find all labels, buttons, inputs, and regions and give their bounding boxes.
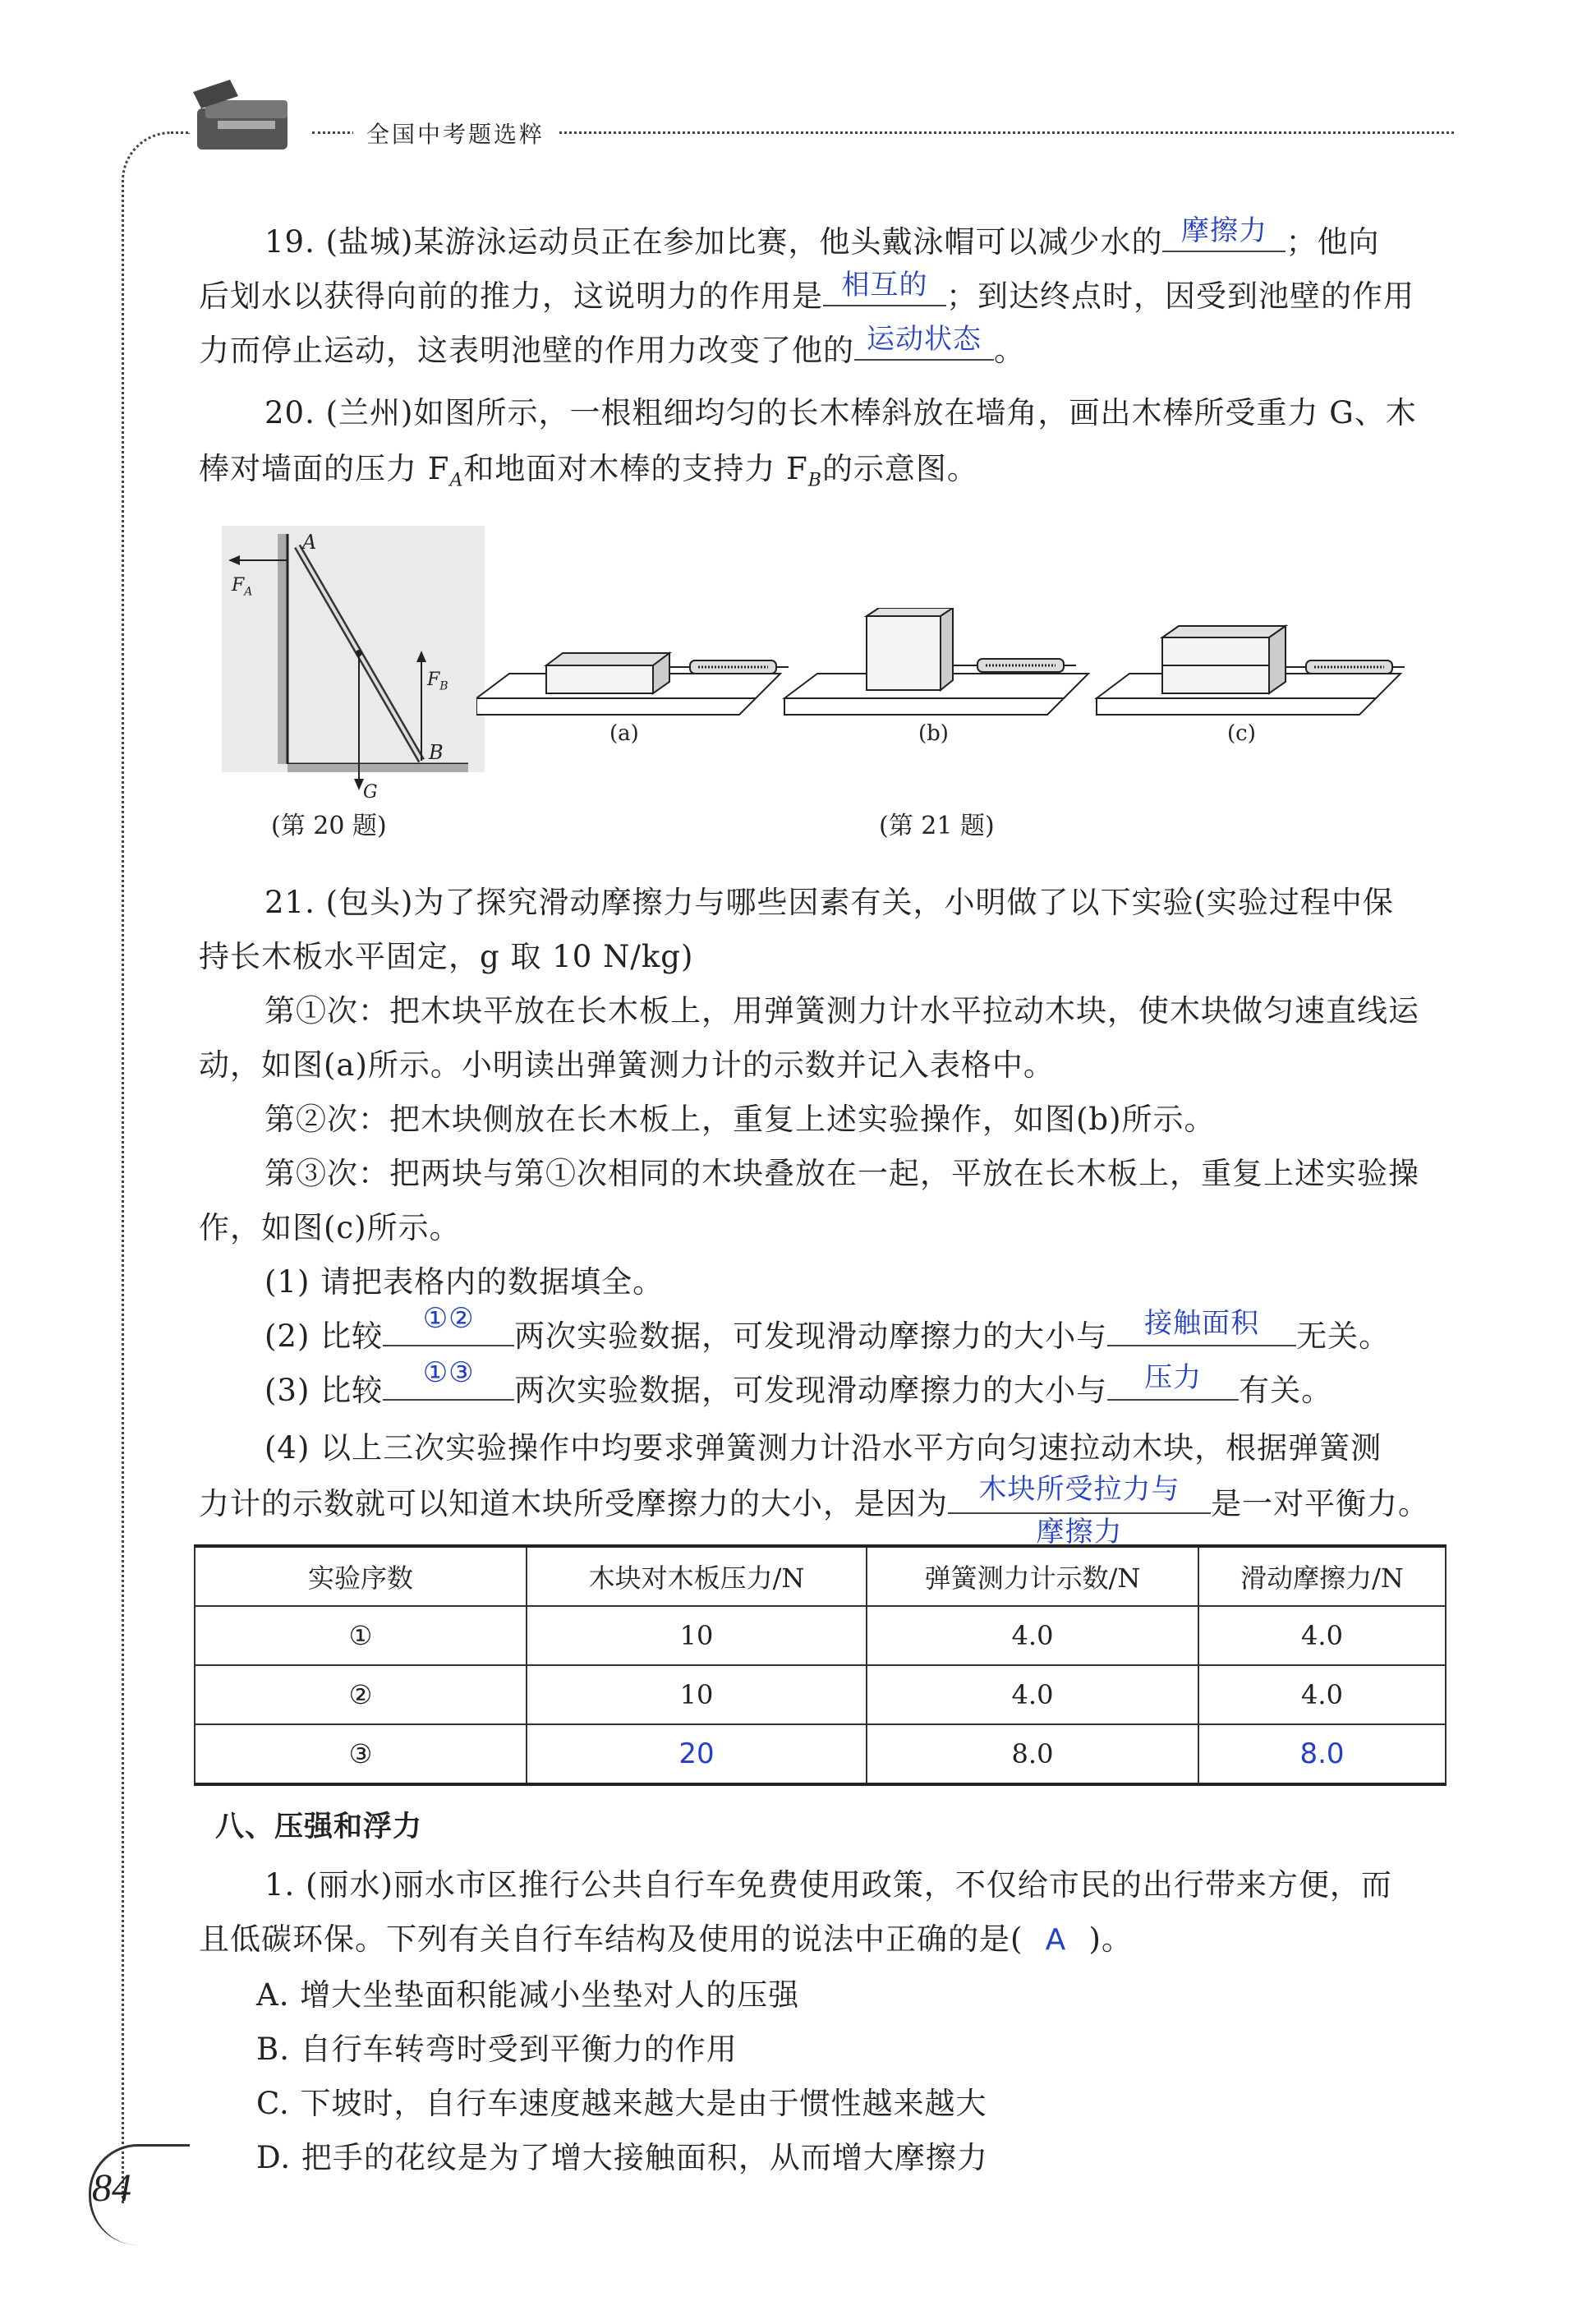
q21-step2: 第②次：把木块侧放在长木板上，重复上述实验操作，如图(b)所示。 bbox=[264, 1102, 1216, 1137]
q21-part2-answer2-blank bbox=[1107, 1307, 1296, 1346]
q19-answer2-blank bbox=[823, 269, 946, 306]
q20-line1: 20. (兰州)如图所示，一根粗细均匀的长木棒斜放在墙角，画出木棒所受重力 G、木 bbox=[264, 395, 1417, 430]
q21-part2-answer1: ①② bbox=[422, 1302, 475, 1335]
header-section-label: 全国中考题选粹 bbox=[353, 117, 558, 150]
q21-part4-answer-blank bbox=[948, 1473, 1211, 1549]
table-header-row bbox=[195, 1546, 1446, 1606]
option-d: D. 把手的花纹是为了增大接触面积，从而增大摩擦力 bbox=[256, 2140, 988, 2175]
option-b: B. 自行车转弯时受到平衡力的作用 bbox=[256, 2032, 738, 2067]
table-row bbox=[195, 1665, 1446, 1724]
table-cell: 10 bbox=[527, 1665, 867, 1724]
q19-line1: 19. (盐城)某游泳运动员正在参加比赛，他头戴泳帽可以减少水的 摩擦力 ；他向 bbox=[264, 217, 1379, 261]
figure-21c bbox=[1097, 626, 1405, 715]
section8-title: 八、压强和浮力 bbox=[215, 1811, 423, 1843]
q21-part4b: 力计的示数就可以知道木块所受摩擦力的大小，是因为 木块所受拉力与 摩擦力 是一对平衡力。 bbox=[199, 1479, 1429, 1523]
figure-21a bbox=[476, 653, 789, 715]
table-header: 滑动摩擦力/N bbox=[1198, 1546, 1446, 1606]
q19-answer3: 运动状态 bbox=[867, 323, 982, 356]
section8-q1-line2: 且低碳环保。下列有关自行车结构及使用的说法中正确的是( A )。 bbox=[199, 1921, 1133, 1957]
table-header: 实验序数 bbox=[195, 1546, 527, 1606]
table-cell: 4.0 bbox=[1198, 1606, 1446, 1665]
option-c: C. 下坡时，自行车速度越来越大是由于惯性越来越大 bbox=[256, 2086, 987, 2121]
q21-step1a: 第①次：把木块平放在长木板上，用弹簧测力计水平拉动木块，使木块做匀速直线运 bbox=[264, 993, 1419, 1029]
experiment-table bbox=[194, 1544, 1447, 1786]
q19-line3: 力而停止运动，这表明池壁的作用力改变了他的 运动状态 。 bbox=[199, 325, 1025, 370]
q21-part2: (2) 比较 ①② 两次实验数据，可发现滑动摩擦力的大小与 接触面积 无关。 bbox=[264, 1302, 1391, 1354]
table-cell: 10 bbox=[527, 1606, 867, 1665]
q21-part2-answer1-blank bbox=[383, 1302, 514, 1346]
q21-part1: (1) 请把表格内的数据填全。 bbox=[264, 1264, 665, 1300]
figure-20-label-b: B bbox=[429, 741, 444, 764]
figure-20-label-fa: $F_A$ bbox=[232, 575, 253, 599]
q19-answer3-blank bbox=[854, 323, 994, 361]
figure-21c-caption: (c) bbox=[1227, 721, 1256, 746]
q21-part2-answer2: 接触面积 bbox=[1144, 1307, 1260, 1340]
table-row bbox=[195, 1606, 1446, 1665]
figure-20 bbox=[222, 526, 485, 805]
header-logo bbox=[181, 76, 304, 158]
left-margin-dotted-line bbox=[122, 131, 190, 2204]
q21-step1b: 动，如图(a)所示。小明读出弹簧测力计的示数并记入表格中。 bbox=[199, 1047, 1055, 1083]
table-cell: ① bbox=[195, 1606, 527, 1665]
table-cell: 4.0 bbox=[867, 1665, 1198, 1724]
figure-21a-caption: (a) bbox=[609, 721, 639, 746]
figure-21 bbox=[476, 608, 1446, 772]
figure-21b-caption: (b) bbox=[918, 721, 949, 746]
section8-q1-answer: A bbox=[1045, 1923, 1067, 1957]
q21-step3b: 作，如图(c)所示。 bbox=[199, 1210, 461, 1245]
q21-step3a: 第③次：把两块与第①次相同的木块叠放在一起，平放在长木板上，重复上述实验操 bbox=[264, 1156, 1419, 1191]
q21-part3: (3) 比较 ①③ 两次实验数据，可发现滑动摩擦力的大小与 压力 有关。 bbox=[264, 1356, 1333, 1408]
table-cell-handwritten: 8.0 bbox=[1198, 1724, 1446, 1784]
q21-part4a: (4) 以上三次实验操作中均要求弹簧测力计沿水平方向匀速拉动木块，根据弹簧测 bbox=[264, 1430, 1382, 1466]
q21-intro1: 21. (包头)为了探究滑动摩擦力与哪些因素有关，小明做了以下实验(实验过程中保 bbox=[264, 885, 1394, 920]
q19-answer1-blank bbox=[1162, 214, 1286, 252]
figure-20-caption: (第 20 题) bbox=[271, 812, 387, 840]
q21-part4-answer-line2: 摩擦力 bbox=[1036, 1516, 1123, 1549]
q21-part3-answer2: 压力 bbox=[1144, 1361, 1203, 1394]
q19-line2: 后划水以获得向前的推力，这说明力的作用是 相互的 ；到达终点时，因受到池壁的作用 bbox=[199, 271, 1414, 315]
table-cell: ② bbox=[195, 1665, 527, 1724]
table-header: 弹簧测力计示数/N bbox=[867, 1546, 1198, 1606]
table-header: 木块对木板压力/N bbox=[527, 1546, 867, 1606]
q21-part4-answer: 木块所受拉力与 bbox=[978, 1473, 1180, 1506]
q19-answer2: 相互的 bbox=[841, 269, 928, 301]
figure-20-label-a: A bbox=[302, 531, 317, 554]
table-row bbox=[195, 1724, 1446, 1784]
figure-21-caption: (第 21 题) bbox=[879, 812, 995, 840]
table-cell: 4.0 bbox=[1198, 1665, 1446, 1724]
figure-20-label-fb: $F_B$ bbox=[427, 670, 448, 693]
q21-part3-answer2-blank bbox=[1107, 1361, 1239, 1401]
q20-line2: 棒对墙面的压力 $F_A$和地面对木棒的支持力 $F_B$的示意图。 bbox=[199, 451, 978, 491]
q21-intro2: 持长木板水平固定，g 取 10 N/kg) bbox=[199, 939, 694, 974]
table-cell: ③ bbox=[195, 1724, 527, 1784]
figure-21b bbox=[784, 608, 1088, 715]
page-number: 84 bbox=[92, 2166, 131, 2210]
q21-part3-answer1: ①③ bbox=[422, 1356, 475, 1389]
table-cell: 8.0 bbox=[867, 1724, 1198, 1784]
q21-part3-answer1-blank bbox=[383, 1356, 514, 1401]
section8-q1-line1: 1. (丽水)丽水市区推行公共自行车免费使用政策，不仅给市民的出行带来方便，而 bbox=[264, 1867, 1392, 1903]
option-a: A. 增大坐垫面积能减小坐垫对人的压强 bbox=[256, 1977, 800, 2013]
table-cell: 4.0 bbox=[867, 1606, 1198, 1665]
q19-answer1: 摩擦力 bbox=[1180, 214, 1267, 247]
table-cell-handwritten: 20 bbox=[527, 1724, 867, 1784]
figure-20-label-g: G bbox=[363, 782, 378, 803]
